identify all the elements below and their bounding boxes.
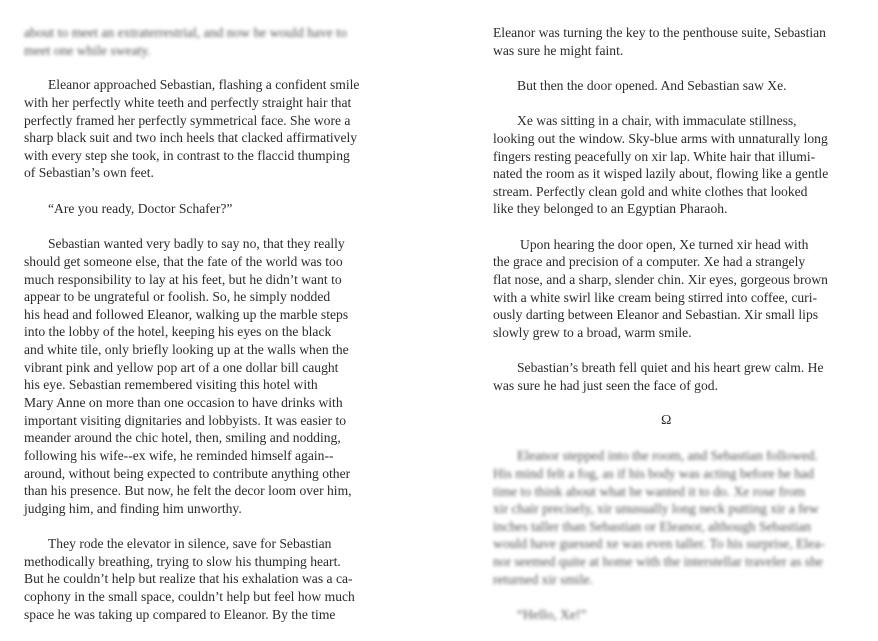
text-line: with a white swirl like cream being stirred into coffee, curi- [493,290,817,305]
text-line: Xe was sitting in a chair, with immaculate stillness, [517,113,797,128]
text-line: about to meet an extraterrestrial, and now he would have to [24,25,347,40]
text-line: Eleanor approached Sebastian, flashing a confident smile [48,77,360,92]
text-line: with every step she took, in contrast to the flaccid thumping [24,148,350,163]
text-line: looking out the window. Sky-blue arms with unnaturally long [493,131,828,146]
text-line: flat nose, and a sharp, slender chin. Xir eyes, gorgeous brown [493,272,828,287]
text-line: meet one while sweaty. [24,43,151,58]
text-line: vibrant pink and yellow pop art of a one dollar bill caught [24,360,339,375]
text-line: His mind felt a fog, as if his body was acting before he had [493,466,814,481]
text-line: should get someone else, that the fate of the world was too [24,254,343,269]
text-line: ously darting between Eleanor and Sebastian. Xir small lips [493,307,819,322]
text-line: the grace and precision of a computer. Xe had a strangely [493,254,806,269]
text-line: Eleanor stepped into the room, and Sebastian followed. [517,448,818,463]
text-line: with her perfectly white teeth and perfectly straight hair that [24,95,352,110]
text-line: They rode the elevator in silence, save for Sebastian [48,536,332,551]
text-line: cophony in the small space, couldn’t help but feel how much [24,589,355,604]
text-line: would have guessed xe was even taller. To his surprise, Elea- [493,536,825,551]
text-line: appear to be ungrateful or foolish. So, he simply nodded [24,289,331,304]
text-line: and white tile, only briefly looking up at the walls when the [24,342,349,357]
text-line: slowly grew to a broad, warm smile. [493,325,692,340]
text-line: sharp black suit and two inch heels that clacked affirmatively [24,130,358,145]
text-line: Upon hearing the door open, Xe turned xir head with [520,237,809,252]
text-line: his eye. Sebastian remembered visiting this hotel with [24,377,318,392]
text-line: Mary Anne on more than one occasion to have drinks with [24,395,343,410]
text-line: like they belonged to an Egyptian Pharaoh. [493,201,728,216]
text-line: stream. Perfectly clean gold and white clothes that looked [493,184,808,199]
text-line: time to think about what he wanted it to do. Xe rose from [493,484,806,499]
text-line: his head and followed Eleanor, walking up the marble steps [24,307,349,322]
text-line: much responsibility to lay at his feet, but he didn’t want to [24,272,342,287]
text-line: important visiting dignitaries and lobbyists. It was easier to [24,413,347,428]
text-line: “Are you ready, Doctor Schafer?” [48,201,233,216]
text-line: Eleanor was turning the key to the penthouse suite, Sebastian [493,25,826,40]
text-line: But he couldn’t help but realize that his exhalation was a ca- [24,571,353,586]
text-line: of Sebastian’s own feet. [24,165,154,180]
text-line: methodically breathing, trying to slow his thumping heart. [24,554,341,569]
text-line: space he was taking up compared to Eleanor. By the time [24,607,336,622]
text-line: perfectly framed her perfectly symmetrical face. She wore a [24,113,351,128]
text-line: “Hello, Xe!” [517,607,587,622]
text-line: judging him, and finding him unworthy. [24,501,242,516]
text-line: Sebastian wanted very badly to say no, that they really [48,236,345,251]
text-line: returned xir smile. [493,572,594,587]
text-line: around, without being expected to contribute anything other [24,466,351,481]
text-line: inches taller than Sebastian or Eleanor, although Sebastian [493,519,812,534]
text-line: nated the room as it wisped lazily about, flowing like a gentle [493,166,829,181]
text-line: was sure he might faint. [493,43,624,58]
text-line: than his presence. But now, he felt the decor loom over him, [24,483,352,498]
text-line: following his wife--ex wife, he reminded himself again-- [24,448,334,463]
text-line: was sure he had just seen the face of god. [493,378,718,393]
text-line: meander around the chic hotel, then, smiling and nodding, [24,430,341,445]
text-line: into the lobby of the hotel, keeping his eyes on the black [24,324,332,339]
text-line: xir chair precisely, xir unusually long neck putting xir a few [493,501,819,516]
text-line: fingers resting peacefully on xir lap. White hair that illumi- [493,149,816,164]
text-line: Sebastian’s breath fell quiet and his heart grew calm. He [517,360,824,375]
text-line: nor seemed quite at home with the interstellar traveler as she [493,554,823,569]
text-line: But then the door opened. And Sebastian saw Xe. [517,78,787,93]
section-divider: Ω [661,413,672,428]
